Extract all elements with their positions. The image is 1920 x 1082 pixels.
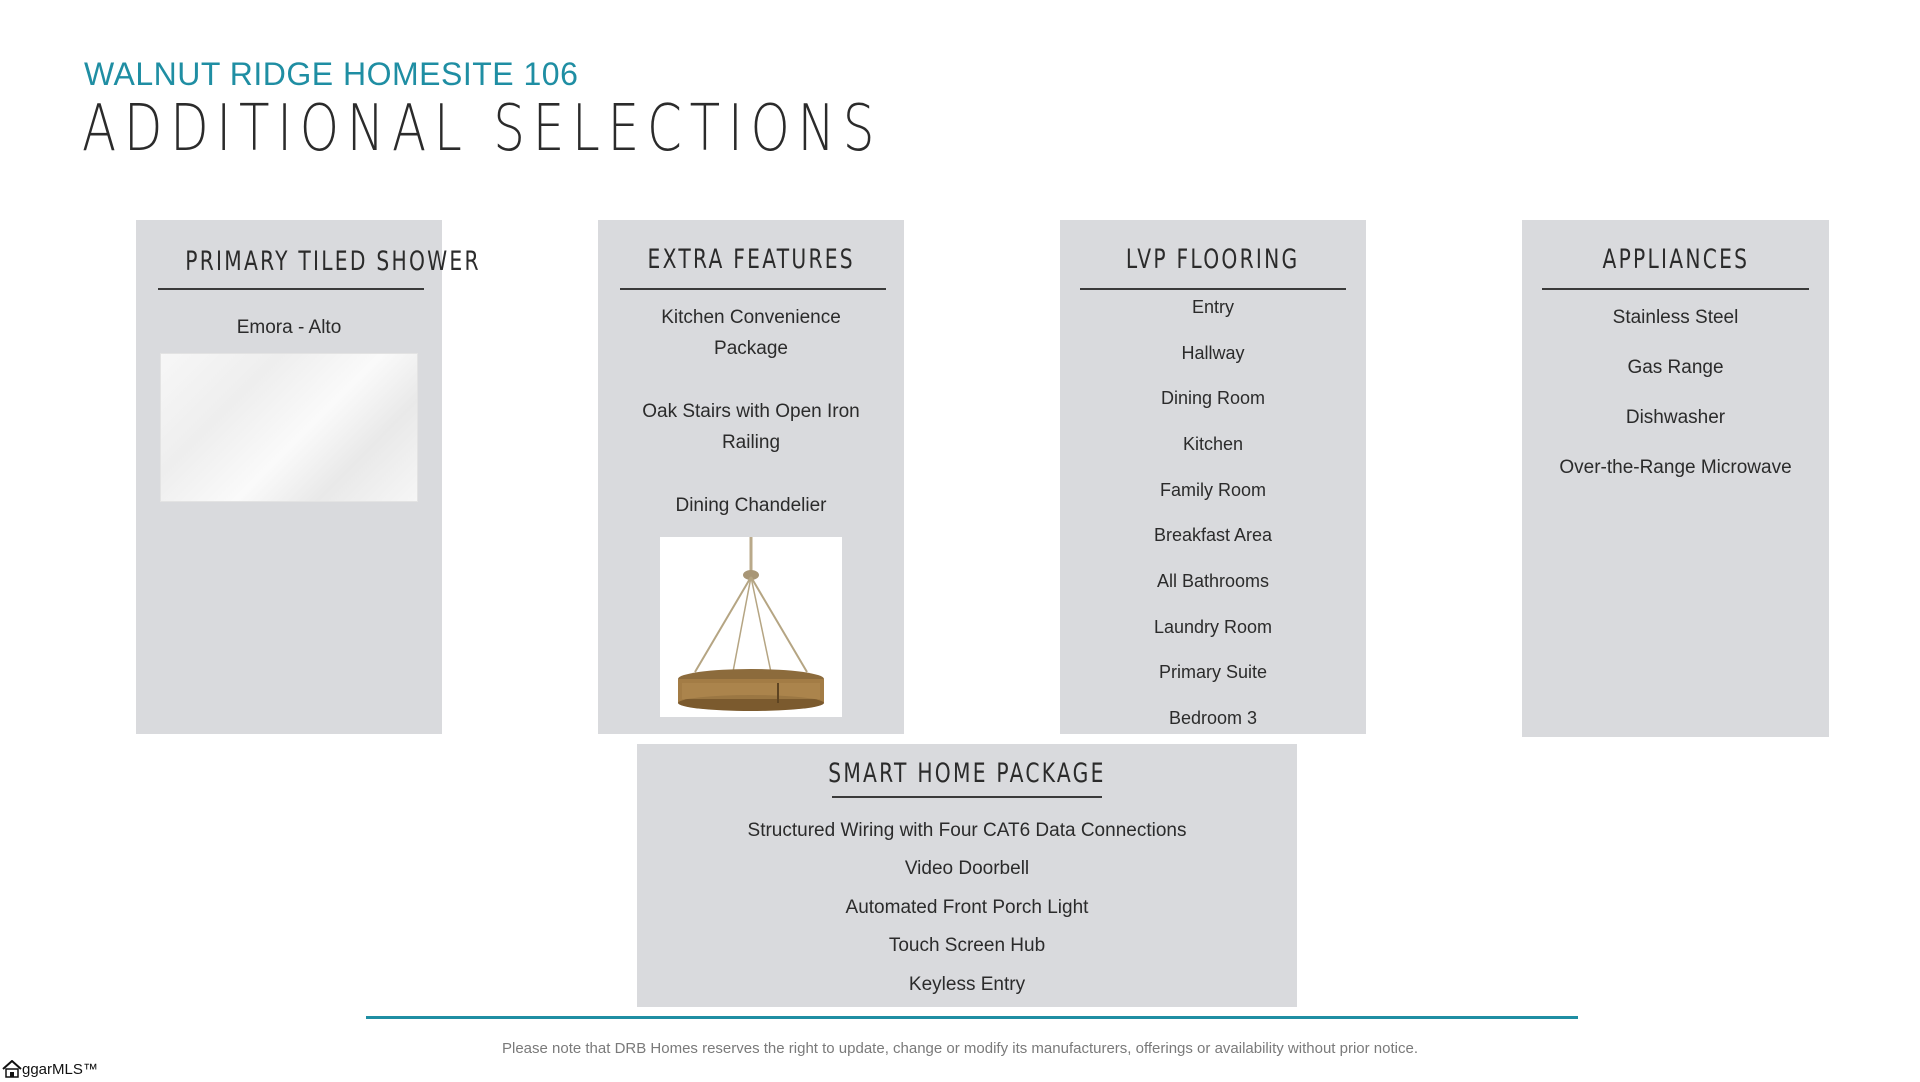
list-item: Family Room [1159,480,1266,500]
chandelier-image [660,537,842,717]
list-item: Dining Room [1160,388,1266,408]
panel-heading-text: SMART HOME PACKAGE [828,758,1106,789]
panel-smart-home-package [637,744,1297,1007]
list-item: Dishwasher [1625,407,1726,428]
disclaimer-text: Please note that DRB Homes reserves the right to update, change or modify its manufacturers, offerings or availability without prior notice. [501,1040,1418,1057]
list-item: Dining Chandelier [675,495,827,516]
tile-swatch-image [160,353,418,502]
footer-divider [366,1016,1578,1019]
list-item: Oak Stairs with Open Iron [642,401,860,422]
list-item: Entry [1191,297,1234,317]
list-item: Keyless Entry [908,974,1026,995]
heading-divider [1080,288,1346,290]
list-item: Primary Suite [1158,662,1268,682]
list-item: Structured Wiring with Four CAT6 Data Connections [747,820,1187,841]
panel-heading-text: EXTRA FEATURES [647,244,855,275]
panel-heading [637,758,1297,789]
list-item: Kitchen [1182,434,1244,454]
panel-heading [1522,244,1829,275]
panel-lvp-flooring [1060,220,1366,734]
heading-divider [620,288,886,290]
panel-extra-features [598,220,904,734]
heading-divider [1542,288,1809,290]
list-item: Video Doorbell [904,858,1030,879]
panel-heading-text: APPLIANCES [1602,244,1749,275]
chandelier-illustration [660,537,842,717]
panel-heading-text: PRIMARY TILED SHOWER [185,246,481,277]
list-item: Touch Screen Hub [888,935,1046,956]
panel-heading [1060,244,1366,275]
panel-heading [598,244,904,275]
list-item: All Bathrooms [1156,571,1270,591]
list-item: Laundry Room [1153,617,1273,637]
list-item: Railing [721,432,781,453]
heading-divider [158,288,424,290]
panel-heading [136,246,481,277]
panel-appliances [1522,220,1829,737]
panel-heading-text: LVP FLOORING [1126,244,1300,275]
list-item: Automated Front Porch Light [845,897,1089,918]
heading-divider [832,796,1102,798]
list-item: Over-the-Range Microwave [1559,457,1792,478]
list-item: Hallway [1181,343,1245,363]
home-logo-icon [2,1060,22,1078]
list-item: Breakfast Area [1153,525,1273,545]
list-item: Bedroom 3 [1168,708,1258,728]
list-item: Gas Range [1627,357,1724,378]
list-item: Stainless Steel [1612,307,1739,328]
list-item: Kitchen Convenience [661,307,841,328]
mls-logo [2,1060,98,1078]
list-item: Emora - Alto [236,317,342,338]
logo-text: ggarMLS™ [22,1060,98,1078]
page-title: ADDITIONAL SELECTIONS [82,92,883,166]
panel-primary-tiled-shower [136,220,481,734]
list-item: Package [714,338,788,359]
homesite-subtitle: WALNUT RIDGE HOMESITE 106 [84,56,579,92]
